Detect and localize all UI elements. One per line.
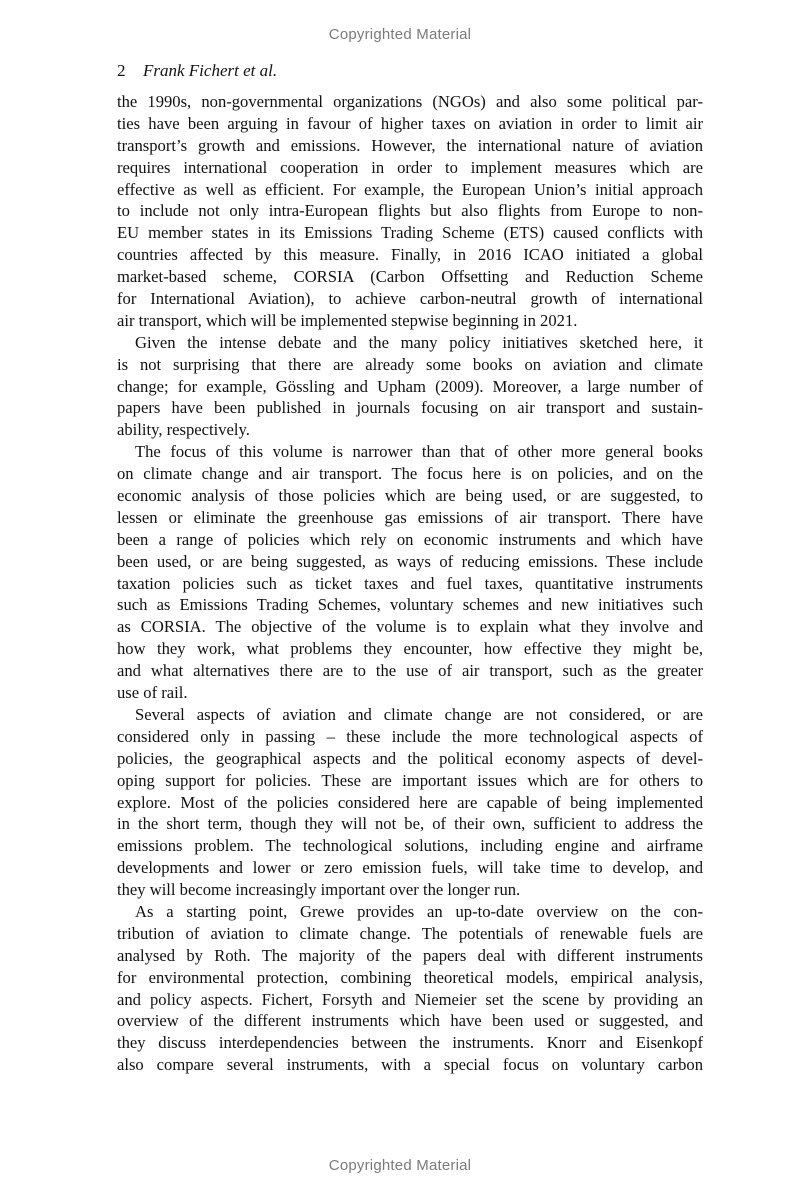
text-line: and what alternatives there are to the use of air transport, such as the greater — [117, 661, 703, 681]
text-line: and policy aspects. Fichert, Forsyth and Niemeier set the scene by providing an — [117, 989, 703, 1009]
text-line: economic analysis of those policies which are being used, or are suggested, to — [117, 486, 703, 506]
text-line: been used, or are being suggested, as ways of reducing emissions. These include — [117, 551, 703, 571]
text-line: for environmental protection, combining theoretical models, empirical analysis, — [117, 967, 703, 987]
text-line: also compare several instruments, with a special focus on voluntary carbon — [117, 1055, 703, 1075]
running-head-authors: Frank Fichert et al. — [143, 61, 278, 80]
text-line: been a range of policies which rely on economic instruments and which have — [117, 529, 703, 549]
copyright-watermark-bottom: Copyrighted Material — [328, 1157, 472, 1174]
running-head — [117, 60, 277, 82]
text-line: they will become increasingly important over the longer run. — [117, 880, 521, 900]
text-line: market-based scheme, CORSIA (Carbon Offsetting and Reduction Scheme — [117, 267, 703, 287]
text-line: taxation policies such as ticket taxes and fuel taxes, quantitative instruments — [117, 573, 703, 593]
text-line: developments and lower or zero emission fuels, will take time to develop, and — [117, 858, 703, 878]
text-line: on climate change and air transport. The focus here is on policies, and on the — [117, 464, 703, 484]
text-line: use of rail. — [117, 683, 188, 703]
text-line: air transport, which will be implemented stepwise beginning in 2021. — [117, 310, 578, 330]
text-line: effective as well as efficient. For example, the European Union’s initial approach — [117, 179, 703, 199]
text-line: papers have been published in journals focusing on air transport and sustain- — [117, 398, 703, 418]
text-line: ties have been arguing in favour of higher taxes on aviation in order to limit air — [117, 113, 703, 133]
text-line: policies, the geographical aspects and the political economy aspects of devel- — [117, 748, 703, 768]
text-line: Several aspects of aviation and climate change are not considered, or are — [135, 704, 703, 724]
paragraph — [117, 332, 703, 441]
text-line: tribution of aviation to climate change. The potentials of renewable fuels are — [117, 923, 703, 943]
text-line: to include not only intra-European flights but also flights from Europe to non- — [117, 201, 703, 221]
paragraph — [117, 704, 703, 901]
text-line: emissions problem. The technological solutions, including engine and airframe — [117, 836, 703, 856]
paragraph — [117, 91, 703, 332]
text-line: analysed by Roth. The majority of the papers deal with different instruments — [117, 945, 703, 965]
text-line: considered only in passing – these include the more technological aspects of — [117, 726, 703, 746]
text-line: is not surprising that there are already some books on aviation and climate — [117, 354, 703, 374]
text-line: As a starting point, Grewe provides an up-to-date overview on the con- — [135, 901, 703, 921]
text-line: countries affected by this measure. Finally, in 2016 ICAO initiated a global — [117, 245, 703, 265]
text-line: such as Emissions Trading Schemes, voluntary schemes and new initiatives such — [117, 595, 703, 615]
copyright-watermark-top: Copyrighted Material — [328, 26, 472, 43]
text-line: for International Aviation), to achieve carbon-neutral growth of international — [117, 289, 703, 309]
text-line: lessen or eliminate the greenhouse gas emissions of air transport. There have — [117, 507, 703, 527]
text-line: The focus of this volume is narrower than that of other more general books — [135, 442, 703, 462]
text-line: how they work, what problems they encounter, how effective they might be, — [117, 639, 703, 659]
page-number: 2 — [117, 61, 126, 80]
body-text — [117, 91, 703, 1076]
text-line: requires international cooperation in order to implement measures which are — [117, 157, 703, 177]
paragraph — [117, 441, 703, 704]
text-line: transport’s growth and emissions. However, the international nature of aviation — [117, 135, 703, 155]
text-line: in the short term, though they will not be, of their own, sufficient to address the — [117, 814, 703, 834]
text-line: the 1990s, non-governmental organizations (NGOs) and also some political par- — [117, 92, 703, 111]
text-line: Given the intense debate and the many policy initiatives sketched here, it — [135, 332, 703, 352]
text-line: as CORSIA. The objective of the volume is to explain what they involve and — [117, 617, 703, 637]
text-line: EU member states in its Emissions Trading Scheme (ETS) caused conflicts with — [117, 223, 703, 243]
text-line: change; for example, Gössling and Upham (2009). Moreover, a large number of — [117, 376, 703, 396]
text-line: explore. Most of the policies considered here are capable of being implemented — [117, 792, 703, 812]
paragraph — [117, 901, 703, 1076]
text-line: they discuss interdependencies between the instruments. Knorr and Eisenkopf — [117, 1033, 703, 1053]
text-line: overview of the different instruments which have been used or suggested, and — [117, 1011, 703, 1031]
text-line: ability, respectively. — [117, 420, 250, 440]
text-line: oping support for policies. These are important issues which are for others to — [117, 770, 703, 790]
